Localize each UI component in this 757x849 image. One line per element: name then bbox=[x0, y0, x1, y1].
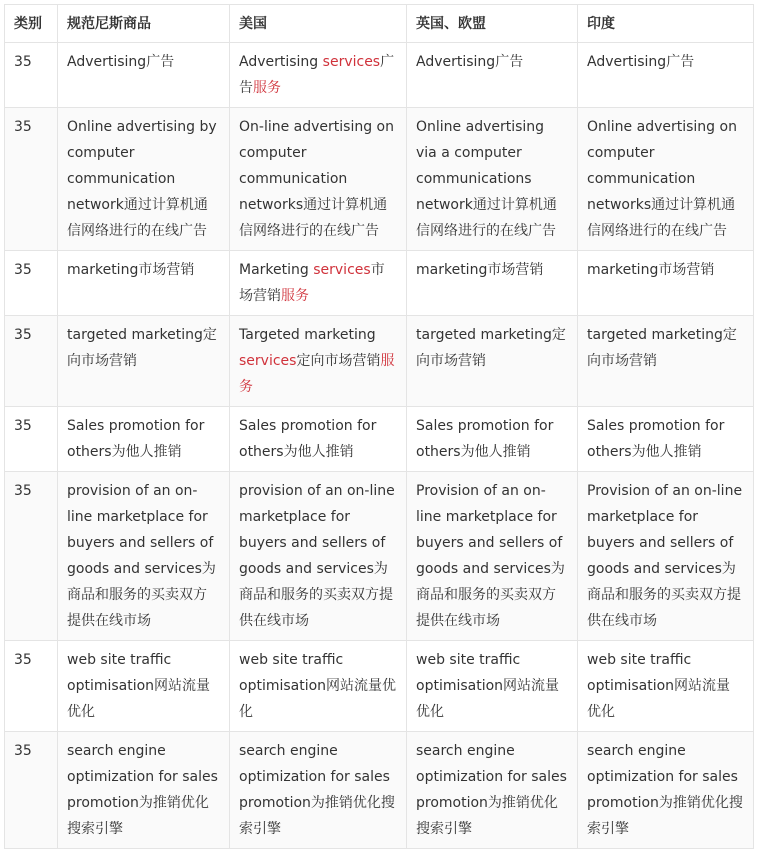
table-row bbox=[5, 251, 754, 316]
cell-india: Sales promotion for others为他人推销 bbox=[578, 407, 754, 472]
cell-class: 35 bbox=[5, 641, 58, 732]
cell-nice-goods: Advertising广告 bbox=[58, 43, 230, 108]
cell-text: 市场营销 bbox=[239, 262, 385, 304]
cell-class: 35 bbox=[5, 108, 58, 251]
cell-nice-goods: Sales promotion for others为他人推销 bbox=[58, 407, 230, 472]
table-row bbox=[5, 316, 754, 407]
table-body bbox=[5, 43, 754, 849]
cell-class: 35 bbox=[5, 732, 58, 849]
cell-text: Sales promotion for others为他人推销 bbox=[239, 418, 377, 460]
cell-class: 35 bbox=[5, 472, 58, 641]
table-row bbox=[5, 732, 754, 849]
cell-text: Advertising bbox=[239, 54, 323, 70]
cell-india: Advertising广告 bbox=[578, 43, 754, 108]
cell-text: 定向市场营销 bbox=[296, 353, 381, 369]
cell-india: targeted marketing定向市场营销 bbox=[578, 316, 754, 407]
cell-india: web site traffic optimisation网站流量优化 bbox=[578, 641, 754, 732]
table-row bbox=[5, 472, 754, 641]
cell-uk-eu: Advertising广告 bbox=[407, 43, 578, 108]
cell-us bbox=[230, 732, 407, 849]
cell-nice-goods: targeted marketing定向市场营销 bbox=[58, 316, 230, 407]
cell-uk-eu: targeted marketing定向市场营销 bbox=[407, 316, 578, 407]
cell-us bbox=[230, 472, 407, 641]
highlight-text: services bbox=[322, 54, 381, 70]
cell-us bbox=[230, 316, 407, 407]
cell-text: Targeted marketing bbox=[239, 327, 376, 343]
header-class: 类别 bbox=[5, 5, 58, 43]
header-row bbox=[5, 5, 754, 43]
highlight-text: 服务 bbox=[239, 353, 395, 395]
cell-text: On-line advertising on computer communication networks通过计算机通信网络进行的在线广告 bbox=[239, 119, 394, 239]
header-india: 印度 bbox=[578, 5, 754, 43]
cell-uk-eu: search engine optimization for sales promotion为推销优化搜索引擎 bbox=[407, 732, 578, 849]
cell-india: Online advertising on computer communication networks通过计算机通信网络进行的在线广告 bbox=[578, 108, 754, 251]
cell-nice-goods: marketing市场营销 bbox=[58, 251, 230, 316]
cell-india: search engine optimization for sales promotion为推销优化搜索引擎 bbox=[578, 732, 754, 849]
cell-nice-goods: web site traffic optimisation网站流量优化 bbox=[58, 641, 230, 732]
cell-text: web site traffic optimisation网站流量优化 bbox=[239, 652, 397, 720]
cell-us bbox=[230, 43, 407, 108]
highlight-text: 服务 bbox=[253, 80, 281, 96]
cell-us bbox=[230, 407, 407, 472]
table-header bbox=[5, 5, 754, 43]
cell-india: marketing市场营销 bbox=[578, 251, 754, 316]
table-row bbox=[5, 407, 754, 472]
cell-class: 35 bbox=[5, 251, 58, 316]
header-nice-goods: 规范尼斯商品 bbox=[58, 5, 230, 43]
cell-nice-goods: Online advertising by computer communication network通过计算机通信网络进行的在线广告 bbox=[58, 108, 230, 251]
cell-uk-eu: Online advertising via a computer communications network通过计算机通信网络进行的在线广告 bbox=[407, 108, 578, 251]
cell-us bbox=[230, 251, 407, 316]
highlight-text: 服务 bbox=[281, 288, 309, 304]
highlight-text: services bbox=[239, 353, 297, 369]
cell-nice-goods: search engine optimization for sales promotion为推销优化搜索引擎 bbox=[58, 732, 230, 849]
table-row bbox=[5, 641, 754, 732]
highlight-text: services bbox=[313, 262, 371, 278]
cell-text: 广告 bbox=[239, 54, 395, 96]
cell-text: search engine optimization for sales promotion为推销优化搜索引擎 bbox=[239, 743, 395, 837]
cell-uk-eu: Sales promotion for others为他人推销 bbox=[407, 407, 578, 472]
cell-uk-eu: web site traffic optimisation网站流量优化 bbox=[407, 641, 578, 732]
cell-nice-goods: provision of an on-line marketplace for buyers and sellers of goods and services为商品和服务的买卖双方提供在线市场 bbox=[58, 472, 230, 641]
cell-text: Marketing bbox=[239, 262, 314, 278]
cell-text: provision of an on-line marketplace for buyers and sellers of goods and services为商品和服务的买卖双方提供在线市场 bbox=[239, 483, 395, 629]
table-row bbox=[5, 43, 754, 108]
cell-uk-eu: Provision of an on-line marketplace for buyers and sellers of goods and services为商品和服务的买卖双方提供在线市场 bbox=[407, 472, 578, 641]
header-uk-eu: 英国、欧盟 bbox=[407, 5, 578, 43]
cell-class: 35 bbox=[5, 43, 58, 108]
cell-class: 35 bbox=[5, 407, 58, 472]
cell-uk-eu: marketing市场营销 bbox=[407, 251, 578, 316]
table-row bbox=[5, 108, 754, 251]
cell-us bbox=[230, 641, 407, 732]
cell-india: Provision of an on-line marketplace for buyers and sellers of goods and services为商品和服务的买卖双方提供在线市场 bbox=[578, 472, 754, 641]
cell-us bbox=[230, 108, 407, 251]
cell-class: 35 bbox=[5, 316, 58, 407]
header-us: 美国 bbox=[230, 5, 407, 43]
trademark-comparison-table bbox=[4, 4, 754, 849]
